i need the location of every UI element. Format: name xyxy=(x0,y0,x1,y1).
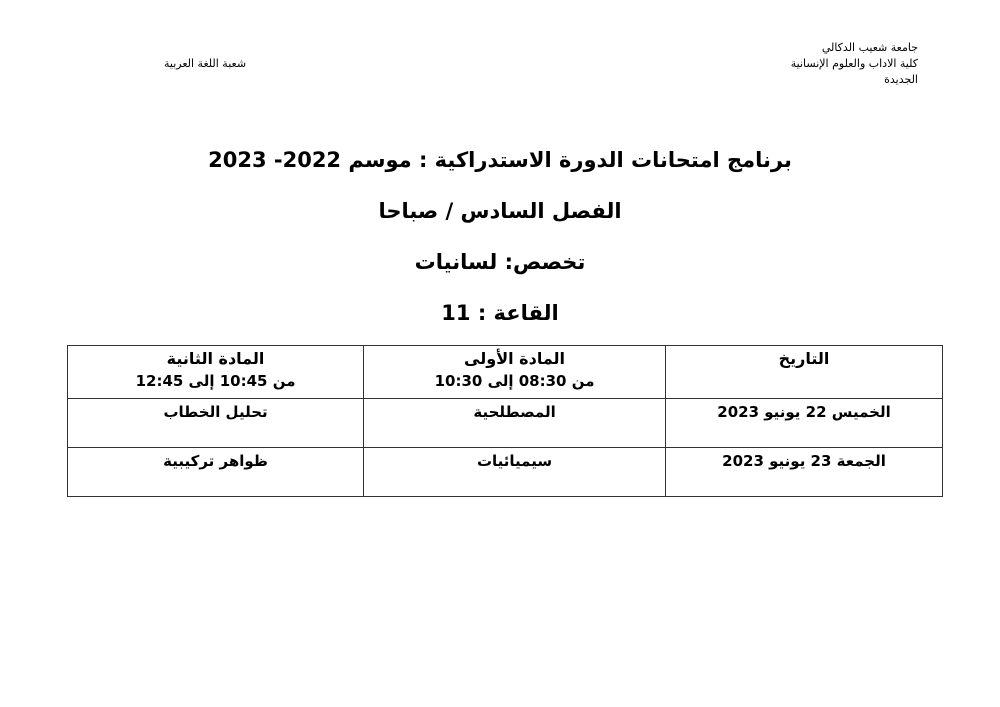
header-first-subject-label: المادة الأولى xyxy=(464,349,566,368)
title-block xyxy=(0,140,1000,344)
city-name: الجديدة xyxy=(884,73,918,86)
university-header xyxy=(791,40,918,88)
header-second-subject-label: المادة الثانية xyxy=(166,349,265,368)
second-subject-text: ظواهر تركيبية xyxy=(163,452,268,470)
first-subject-cell xyxy=(364,448,666,497)
table-header-row xyxy=(68,346,943,399)
first-subject-text: المصطلحية xyxy=(473,403,556,421)
date-cell xyxy=(666,399,943,448)
second-subject-cell xyxy=(68,399,364,448)
first-subject-text: سيميائيات xyxy=(476,452,553,470)
date-text: الجمعة 23 يونيو 2023 xyxy=(722,452,886,470)
exam-schedule-table xyxy=(67,345,943,497)
header-second-subject-time: من 10:45 إلى 12:45 xyxy=(135,372,296,390)
table-row xyxy=(68,448,943,497)
header-cell-date xyxy=(666,346,943,399)
date-text: الخميس 22 يونيو 2023 xyxy=(717,403,891,421)
header-cell-second-subject xyxy=(68,346,364,399)
specialty-title: تخصص: لسانيات xyxy=(414,250,586,274)
room-title: القاعة : 11 xyxy=(441,301,559,325)
header-first-subject-time: من 08:30 إلى 10:30 xyxy=(434,372,595,390)
date-cell xyxy=(666,448,943,497)
table-row xyxy=(68,399,943,448)
header-cell-first-subject xyxy=(364,346,666,399)
department-header xyxy=(164,56,246,72)
university-name: جامعة شعيب الدكالي xyxy=(821,41,918,54)
semester-title: الفصل السادس / صباحا xyxy=(378,199,622,223)
second-subject-text: تحليل الخطاب xyxy=(163,403,268,421)
second-subject-cell xyxy=(68,448,364,497)
main-title: برنامج امتحانات الدورة الاستدراكية : موسم 2022- 2023 xyxy=(208,148,792,172)
department-name: شعبة اللغة العربية xyxy=(164,57,247,70)
faculty-name: كلية الاداب والعلوم الإنسانية xyxy=(790,57,918,70)
header-date-label: التاريخ xyxy=(778,349,830,368)
first-subject-cell xyxy=(364,399,666,448)
